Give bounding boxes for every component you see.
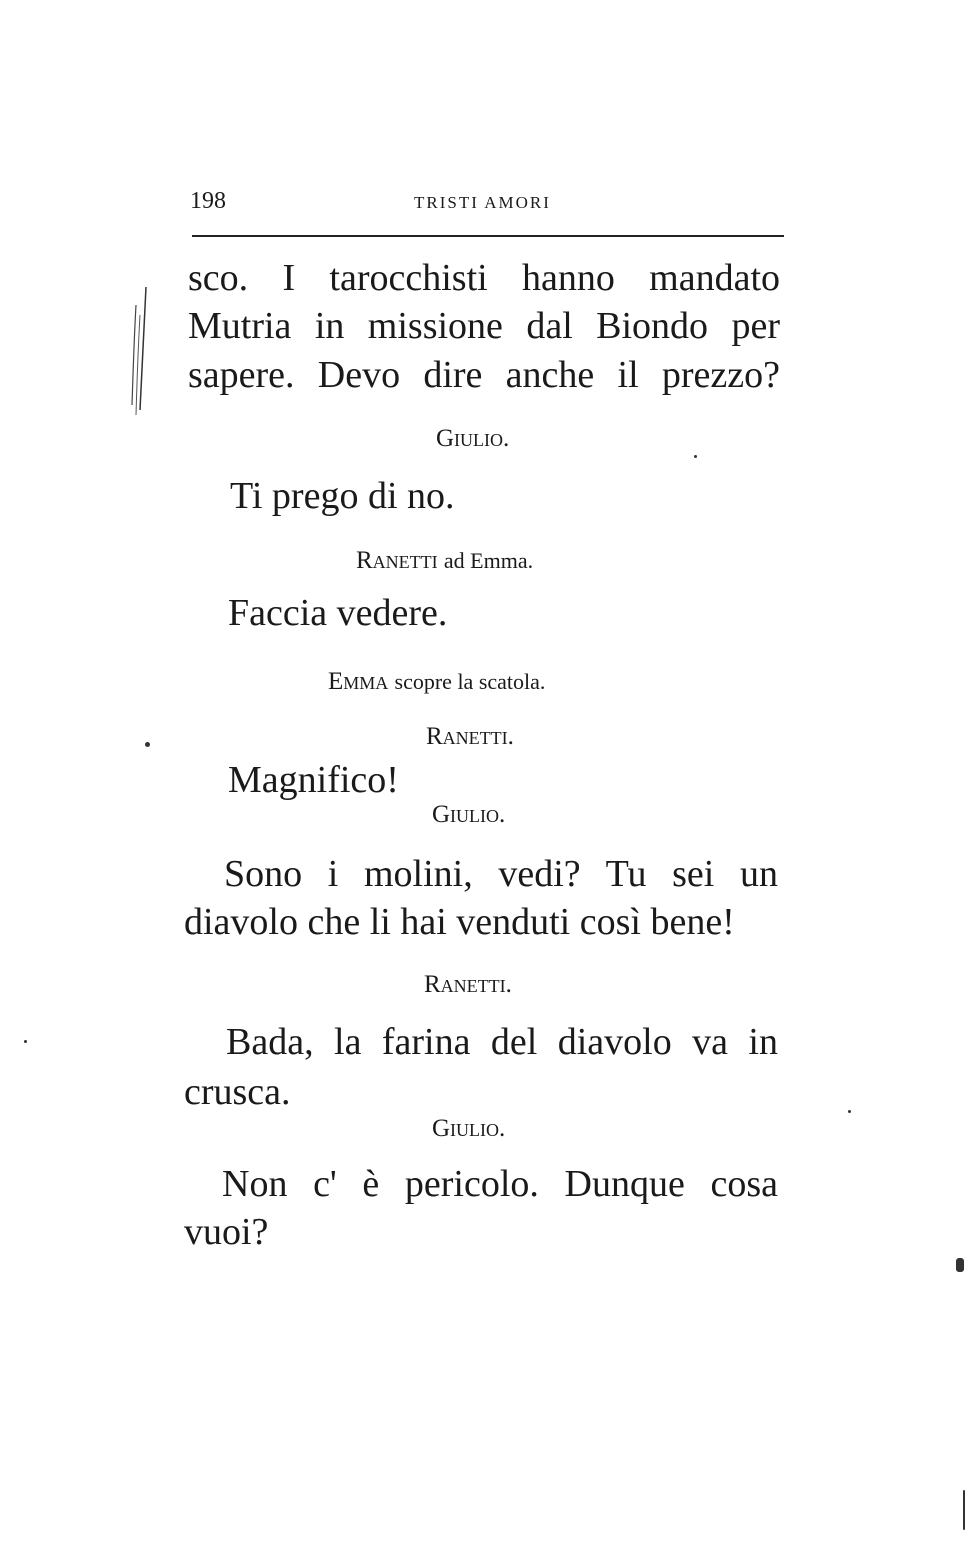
dialogue-line-2: Faccia vedere. <box>228 592 448 634</box>
paper-speck <box>694 455 697 458</box>
paper-speck <box>24 1040 27 1043</box>
speaker-giulio-3: Giulio. <box>432 1115 506 1142</box>
paper-speck <box>956 1258 964 1272</box>
dialogue-line-7b: vuoi? <box>184 1211 269 1253</box>
stage-direction: ad Emma. <box>443 548 534 573</box>
speaker-name: Ranetti <box>356 547 438 574</box>
dialogue-line-7a: Non c' è pericolo. Dunque cosa <box>222 1163 778 1205</box>
speaker-ranetti-3: Ranetti. <box>424 971 512 998</box>
opening-line-3: sapere. Devo dire anche il prezzo? <box>188 354 780 396</box>
dialogue-line-5a: Sono i molini, vedi? Tu sei un <box>224 853 778 895</box>
opening-line-1: sco. I tarocchisti hanno mandato <box>188 257 780 299</box>
page-number: 198 <box>190 188 226 214</box>
running-title: TRISTI AMORI <box>414 193 551 212</box>
speaker-ranetti-1 <box>356 546 533 576</box>
speaker-giulio-2: Giulio. <box>432 801 506 828</box>
stage-direction: scopre la scatola. <box>394 669 546 694</box>
opening-line-2: Mutria in missione dal Biondo per <box>188 305 780 347</box>
dialogue-line-1: Ti prego di no. <box>230 475 455 517</box>
stage-emma <box>328 667 545 697</box>
header-rule <box>192 235 784 237</box>
speaker-ranetti-2: Ranetti. <box>426 723 514 750</box>
dialogue-line-6b: crusca. <box>184 1071 291 1113</box>
paper-speck <box>848 1110 851 1113</box>
speaker-giulio-1: Giulio. <box>436 425 510 452</box>
margin-pencil-mark <box>126 285 152 425</box>
dialogue-line-5b: diavolo che li hai venduti così bene! <box>184 901 735 943</box>
speaker-name: Emma <box>328 668 389 695</box>
paper-speck <box>963 1490 965 1530</box>
paper-speck <box>145 742 150 747</box>
dialogue-line-6a: Bada, la farina del diavolo va in <box>226 1021 778 1063</box>
dialogue-line-4: Magnifico! <box>228 759 399 801</box>
